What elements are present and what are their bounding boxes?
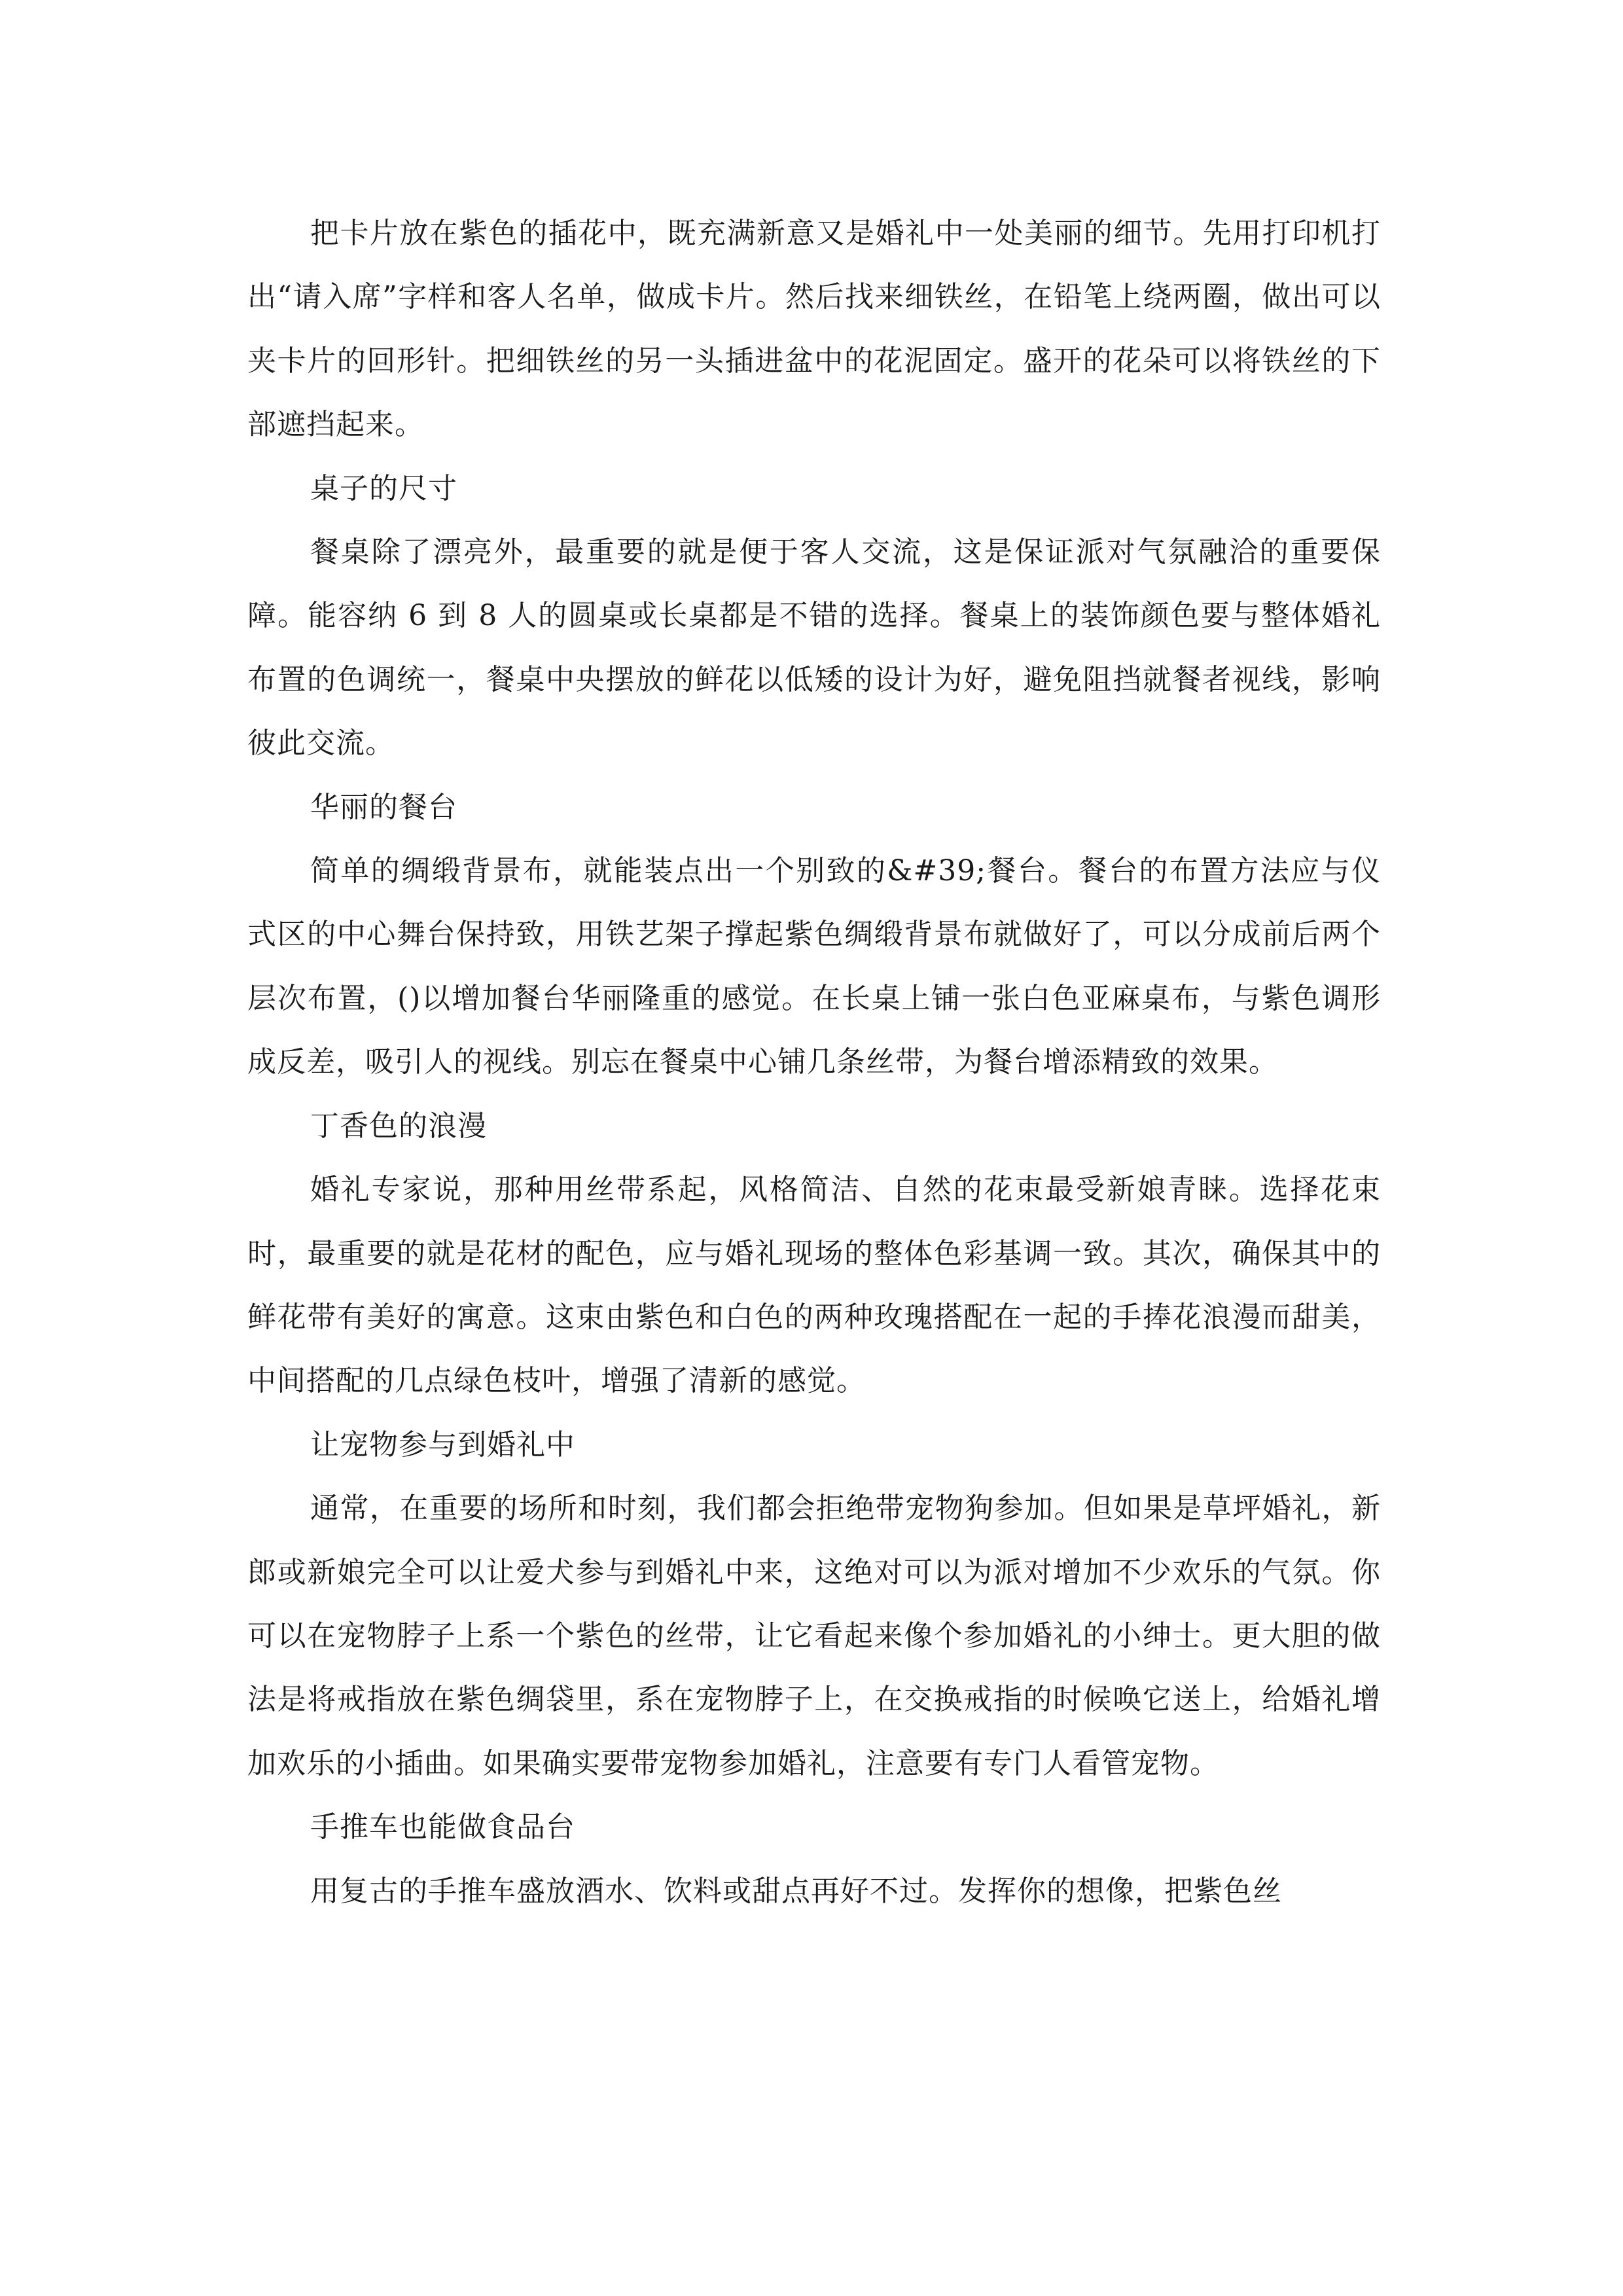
- section-heading-cart: 手推车也能做食品台: [310, 1810, 575, 1844]
- section-heading-lilac-romance: 丁香色的浪漫: [310, 1109, 487, 1143]
- paragraph-table-size: 餐桌除了漂亮外，最重要的就是便于客人交流，这是保证派对气氛融洽的重要保障。能容纳 6 到 8 人的圆桌或长桌都是不错的选择。餐桌上的装饰颜色要与整体婚礼布置的色调统一，餐桌中央摆放的鲜花以低矮的设计为好，避免阻挡就餐者视线，影响彼此交流。: [247, 535, 1381, 761]
- paragraph-cart: 用复古的手推车盛放酒水、饮料或甜点再好不过。发挥你的想像，把紫色丝: [310, 1874, 1282, 1908]
- document-body: [247, 202, 1381, 1923]
- paragraph-pets: 通常，在重要的场所和时刻，我们都会拒绝带宠物狗参加。但如果是草坪婚礼，新郎或新娘完全可以让爱犬参与到婚礼中来，这绝对可以为派对增加不少欢乐的气氛。你可以在宠物脖子上系一个紫色的丝带，让它看起来像个参加婚礼的小绅士。更大胆的做法是将戒指放在紫色绸袋里，系在宠物脖子上，在交换戒指的时候唤它送上，给婚礼增加欢乐的小插曲。如果确实要带宠物参加婚礼，注意要有专门人看管宠物。: [247, 1492, 1381, 1780]
- section-heading-buffet-table: 华丽的餐台: [310, 790, 457, 824]
- paragraph-buffet-table: 简单的绸缎背景布，就能装点出一个别致的&#39;餐台。餐台的布置方法应与仪式区的中心舞台保持致，用铁艺架子撑起紫色绸缎背景布就做好了，可以分成前后两个层次布置，()以增加餐台华丽隆重的感觉。在长桌上铺一张白色亚麻桌布，与紫色调形成反差，吸引人的视线。别忘在餐桌中心铺几条丝带，为餐台增添精致的效果。: [247, 854, 1381, 1079]
- paragraph-lilac-romance: 婚礼专家说，那种用丝带系起，风格简洁、自然的花束最受新娘青睐。选择花束时，最重要的就是花材的配色，应与婚礼现场的整体色彩基调一致。其次，确保其中的鲜花带有美好的寓意。这束由紫色和白色的两种玫瑰搭配在一起的手捧花浪漫而甜美，中间搭配的几点绿色枝叶，增强了清新的感觉。: [247, 1173, 1381, 1398]
- section-heading-table-size: 桌子的尺寸: [310, 471, 457, 505]
- section-heading-pets: 让宠物参与到婚礼中: [310, 1427, 575, 1462]
- paragraph-card-flowers: 把卡片放在紫色的插花中，既充满新意又是婚礼中一处美丽的细节。先用打印机打出“请入席”字样和客人名单，做成卡片。然后找来细铁丝，在铅笔上绕两圈，做出可以夹卡片的回形针。把细铁丝的另一头插进盆中的花泥固定。盛开的花朵可以将铁丝的下部遮挡起来。: [247, 217, 1381, 442]
